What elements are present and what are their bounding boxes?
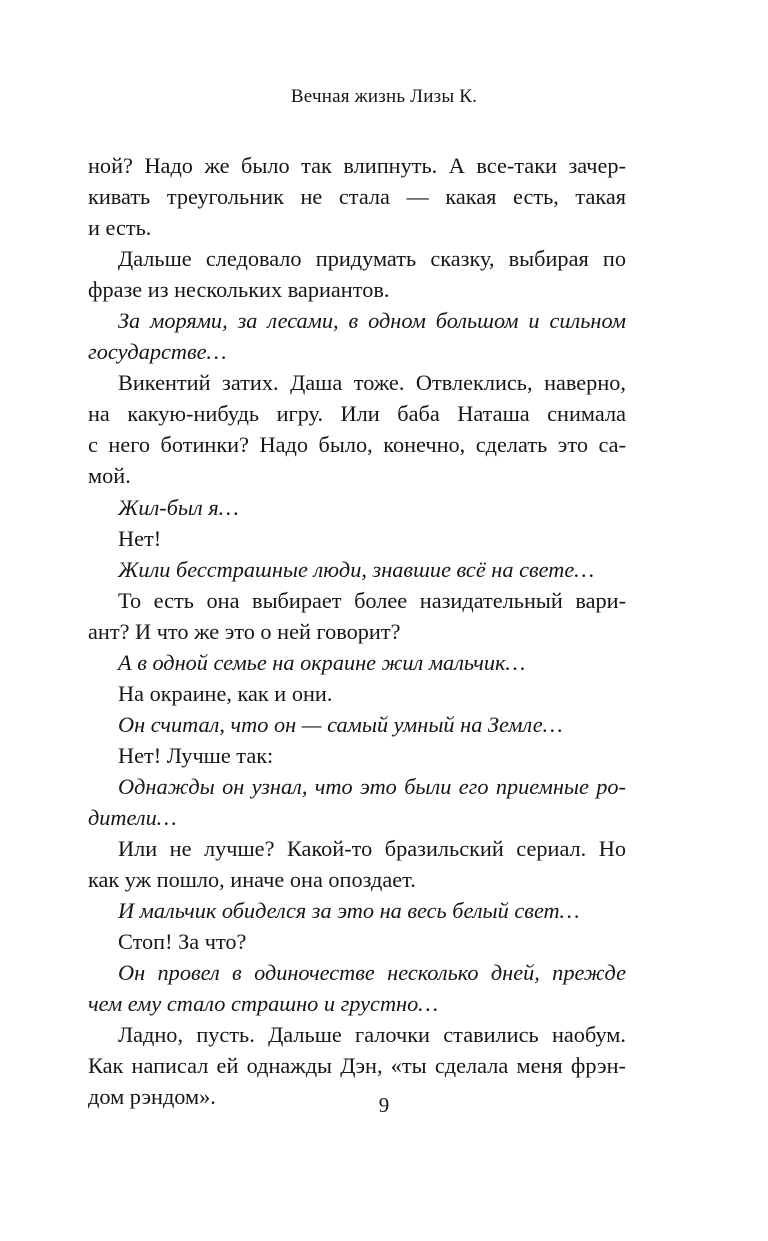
paragraph-line: Или не лучше? Какой-то бразильский сериал. Но [118,836,626,862]
italic-story-line: чем ему стало страшно и грустно… [88,991,439,1017]
text-line: фразе из нескольких вариантов. [88,277,390,303]
italic-story-line: Однажды он узнал, что это были его приемные ро- [118,773,626,799]
text-line: мой. [88,463,131,489]
italic-story-line: За морями, за лесами, в одном большом и сильном [118,308,626,334]
text-line: на какую-нибудь игру. Или баба Наташа снимала [88,401,626,427]
italic-story-line: государстве… [88,339,227,365]
paragraph-line: Стоп! За что? [118,929,247,955]
italic-story-line: И мальчик обиделся за это на весь белый свет… [118,898,580,924]
text-line: Как написал ей однажды Дэн, «ты сделала меня фрэн- [88,1053,626,1079]
page-body-text [88,150,626,1112]
italic-story-line: Он считал, что он — самый умный на Земле… [118,711,563,737]
italic-story-line: А в одной семье на окраине жил мальчик… [118,649,526,675]
text-line: как уж пошло, иначе она опоздает. [88,867,416,893]
paragraph-line: На окраине, как и они. [118,680,333,706]
text-line: с него ботинки? Надо было, конечно, сделать это са- [88,432,626,458]
italic-story-line: Жили бесстрашные люди, знавшие всё на свете… [118,556,595,582]
text-line: ной? Надо же было так влипнуть. А все-таки зачер- [88,153,626,178]
running-header: Вечная жизнь Лизы К. [290,86,478,107]
paragraph-line: Дальше следовало придумать сказку, выбирая по [118,246,626,272]
italic-story-line: Жил-был я… [118,494,239,520]
paragraph-line: Ладно, пусть. Дальше галочки ставились наобум. [118,1022,626,1048]
page-number: 9 [378,1093,390,1117]
text-line: и есть. [88,215,152,241]
italic-story-line: Он провел в одиночестве несколько дней, прежде [118,960,626,986]
text-line: дом рэндом». [88,1084,216,1110]
paragraph-line: То есть она выбирает более назидательный вари- [118,587,626,613]
paragraph-line: Викентий затих. Даша тоже. Отвлеклись, наверно, [118,370,626,396]
text-line: кивать треугольник не стала — какая есть, такая [88,184,626,210]
text-line: ант? И что же это о ней говорит? [88,618,401,644]
italic-story-line: дители… [88,804,177,830]
paragraph-line: Нет! [118,525,162,551]
paragraph-line: Нет! Лучше так: [118,742,274,768]
